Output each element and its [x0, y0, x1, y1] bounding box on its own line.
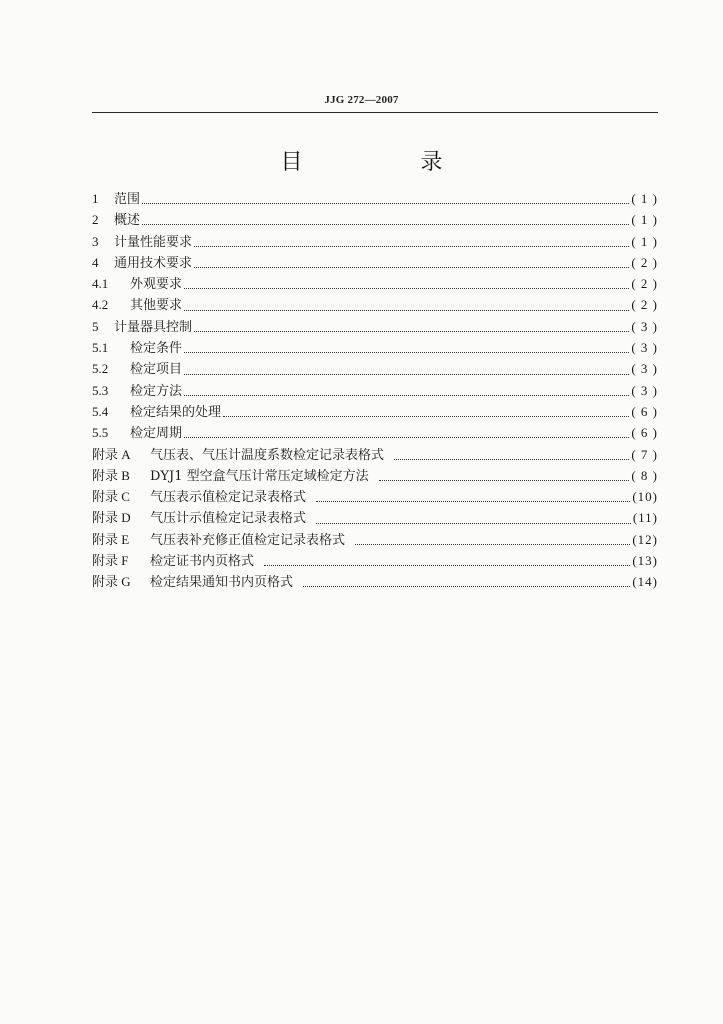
toc-entry	[92, 571, 658, 592]
toc-entry-title: 概述	[114, 213, 141, 229]
toc-entry	[92, 294, 658, 315]
toc-entry-page: (11)	[632, 510, 658, 526]
toc-entry-page: ( 3 )	[631, 382, 658, 398]
toc-entry-title: 检定证书内页格式	[150, 554, 255, 570]
toc-entry-title: 气压表示值检定记录表格式	[150, 490, 307, 506]
toc-entry	[92, 188, 658, 209]
toc-entry-title: 计量器具控制	[114, 319, 193, 335]
toc-leader-dots	[264, 553, 630, 566]
header-rule	[92, 112, 658, 113]
toc-entry-page: ( 1 )	[631, 233, 658, 249]
toc-entry	[92, 380, 658, 401]
toc-entry-page: ( 7 )	[631, 446, 658, 462]
toc-leader-dots	[184, 298, 629, 311]
toc-entry-page: ( 2 )	[631, 254, 658, 270]
toc-entry-title: 检定条件	[130, 341, 183, 357]
toc-leader-dots	[184, 383, 629, 396]
toc-leader-dots	[355, 532, 630, 545]
toc-entry-number: 4.2	[92, 297, 109, 313]
toc-entry-page: ( 3 )	[631, 318, 658, 334]
toc-entry-title: 气压表补充修正值检定记录表格式	[150, 532, 346, 548]
toc-entry-number: 5	[92, 318, 99, 334]
toc-leader-dots	[142, 212, 629, 225]
toc-entry-title: 检定项目	[130, 362, 183, 378]
toc-entry-title: 检定结果通知书内页格式	[150, 575, 294, 591]
toc-entry-page: ( 6 )	[631, 425, 658, 441]
toc-entry	[92, 209, 658, 230]
toc-entry	[92, 316, 658, 337]
toc-entry	[92, 273, 658, 294]
toc-entry-page: (13)	[632, 553, 658, 569]
toc-leader-dots	[394, 447, 629, 460]
toc-entry-title: 计量性能要求	[114, 234, 193, 250]
toc-entry	[92, 401, 658, 422]
toc-entry-number: 附录 A	[92, 446, 131, 462]
toc-entry-page: ( 2 )	[631, 297, 658, 313]
toc-entry-title: 气压计示值检定记录表格式	[150, 511, 307, 527]
toc-entry-title: 外观要求	[130, 277, 183, 293]
toc-leader-dots	[194, 255, 629, 268]
toc-entry-number: 附录 F	[92, 553, 129, 569]
toc-entry-number: 5.2	[92, 361, 109, 377]
toc-entry	[92, 465, 658, 486]
toc-entry-page: ( 1 )	[631, 191, 658, 206]
toc-leader-dots	[379, 468, 630, 481]
toc-entry-number: 3	[92, 233, 99, 249]
toc-entry-number: 附录 G	[92, 574, 131, 590]
toc-entry-page: ( 8 )	[631, 467, 658, 483]
toc-entry-number: 4.1	[92, 276, 109, 292]
toc-entry-number: 5.1	[92, 340, 109, 356]
toc-leader-dots	[316, 511, 631, 524]
toc-entry-number: 1	[92, 191, 99, 206]
toc-entry-number: 5.5	[92, 425, 109, 441]
toc-entry-title: DYJ1 型空盒气压计常压定域检定方法	[150, 468, 369, 484]
toc-entry	[92, 337, 658, 358]
toc-entry-title: 气压表、气压计温度系数检定记录表格式	[150, 447, 385, 463]
toc-entry-number: 4	[92, 254, 99, 270]
toc-entry	[92, 486, 658, 507]
toc-entry-title: 范围	[114, 192, 141, 207]
toc-entry-page: ( 2 )	[631, 276, 658, 292]
toc-entry-title: 检定周期	[130, 426, 183, 442]
table-of-contents	[92, 188, 658, 593]
toc-leader-dots	[194, 319, 629, 332]
toc-entry	[92, 358, 658, 379]
toc-leader-dots	[223, 404, 629, 417]
toc-entry-page: ( 3 )	[631, 340, 658, 356]
toc-entry-number: 2	[92, 212, 99, 228]
toc-leader-dots	[184, 362, 629, 375]
toc-leader-dots	[316, 489, 630, 502]
toc-entry-title: 检定结果的处理	[130, 404, 222, 420]
toc-entry-page: ( 1 )	[631, 212, 658, 228]
toc-entry	[92, 507, 658, 528]
toc-title: 目 录	[280, 150, 491, 175]
toc-entry	[92, 231, 658, 252]
toc-leader-dots	[184, 340, 629, 353]
toc-entry-title: 检定方法	[130, 383, 183, 399]
toc-entry-title: 其他要求	[130, 298, 183, 314]
toc-entry-page: ( 3 )	[631, 361, 658, 377]
toc-entry-page: (12)	[632, 531, 658, 547]
toc-entry-number: 附录 E	[92, 531, 130, 547]
toc-entry-number: 5.4	[92, 403, 109, 419]
standard-code: JJG 272—2007	[324, 94, 399, 106]
toc-leader-dots	[303, 574, 630, 587]
toc-entry-number: 附录 C	[92, 489, 130, 505]
toc-leader-dots	[184, 425, 629, 438]
toc-entry-page: ( 6 )	[631, 403, 658, 419]
toc-entry	[92, 252, 658, 273]
toc-entry-title: 通用技术要求	[114, 255, 193, 271]
toc-entry-number: 附录 B	[92, 467, 130, 483]
toc-entry	[92, 550, 658, 571]
toc-leader-dots	[142, 191, 629, 204]
toc-entry-number: 附录 D	[92, 510, 131, 526]
toc-entry	[92, 422, 658, 443]
toc-entry	[92, 444, 658, 465]
toc-leader-dots	[184, 276, 629, 289]
toc-entry-page: (10)	[632, 489, 658, 505]
toc-entry-page: (14)	[632, 574, 658, 590]
toc-entry-number: 5.3	[92, 382, 109, 398]
toc-leader-dots	[194, 234, 629, 247]
toc-entry	[92, 529, 658, 550]
